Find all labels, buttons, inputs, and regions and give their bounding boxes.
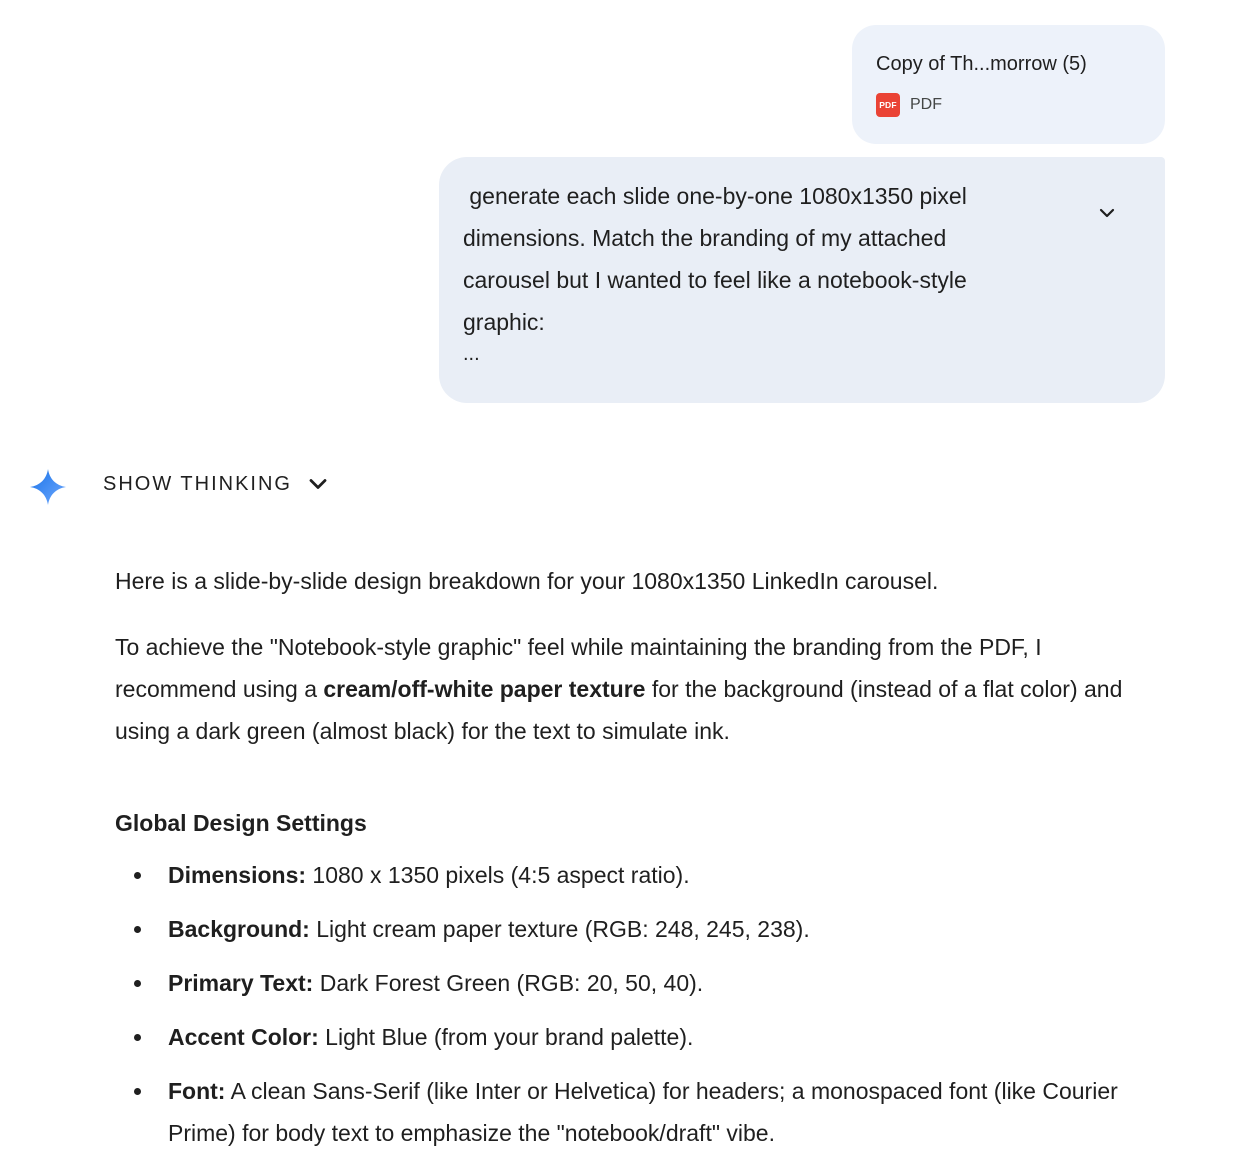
- setting-key: Dimensions:: [168, 862, 307, 888]
- user-prompt-bubble: [439, 157, 1165, 403]
- para-text-after: for the background (instead of a flat color) and using a dark green (almost black) for the text to simulate ink.: [115, 676, 1123, 744]
- response-paragraph: [115, 626, 1125, 752]
- para-text-before: To achieve the "Notebook-style graphic" feel while maintaining the branding from the PDF, I recommend using a: [115, 634, 1042, 702]
- show-thinking-label: SHOW THINKING: [103, 473, 292, 495]
- list-item: [115, 1070, 1125, 1154]
- user-prompt-ellipsis: ...: [463, 343, 480, 365]
- setting-value: A clean Sans-Serif (like Inter or Helvetica) for headers; a monospaced font (like Courier Prime) for body text to emphasize the "notebook/draft" vibe.: [168, 1078, 1118, 1146]
- setting-key: Accent Color:: [168, 1024, 319, 1050]
- para-bold-text: cream/off-white paper texture: [323, 676, 646, 702]
- gemini-spark-icon: [29, 468, 67, 506]
- attachment-chip[interactable]: [852, 25, 1165, 144]
- expand-prompt-button[interactable]: [1091, 197, 1123, 229]
- settings-list: [115, 854, 1125, 1154]
- attachment-type-label: PDF: [910, 96, 942, 113]
- list-item: [115, 854, 1125, 896]
- setting-key: Background:: [168, 916, 310, 942]
- setting-value: Light cream paper texture (RGB: 248, 245, 238).: [309, 916, 810, 942]
- list-item: [115, 962, 1125, 1004]
- setting-value: Dark Forest Green (RGB: 20, 50, 40).: [313, 970, 704, 996]
- setting-value: 1080 x 1350 pixels (4:5 aspect ratio).: [306, 862, 690, 888]
- pdf-icon: PDF: [876, 93, 900, 117]
- setting-value: Light Blue (from your brand palette).: [318, 1024, 694, 1050]
- response-intro: Here is a slide-by-slide design breakdown for your 1080x1350 LinkedIn carousel.: [115, 568, 939, 594]
- setting-key: Font:: [168, 1078, 226, 1104]
- section-heading: Global Design Settings: [115, 810, 367, 836]
- attachment-type: [876, 93, 1141, 117]
- assistant-response: [115, 560, 1125, 1154]
- chevron-down-icon: [1098, 207, 1116, 219]
- list-item: [115, 908, 1125, 950]
- show-thinking-toggle[interactable]: [103, 470, 328, 498]
- list-item: [115, 1016, 1125, 1058]
- attachment-name: Copy of Th...morrow (5): [876, 53, 1087, 75]
- setting-key: Primary Text:: [168, 970, 314, 996]
- chevron-down-icon: [308, 477, 328, 491]
- user-prompt-text: generate each slide one-by-one 1080x1350 pixel dimensions. Match the branding of my attached carousel but I wanted to feel like a notebook-style graphic:: [463, 183, 974, 335]
